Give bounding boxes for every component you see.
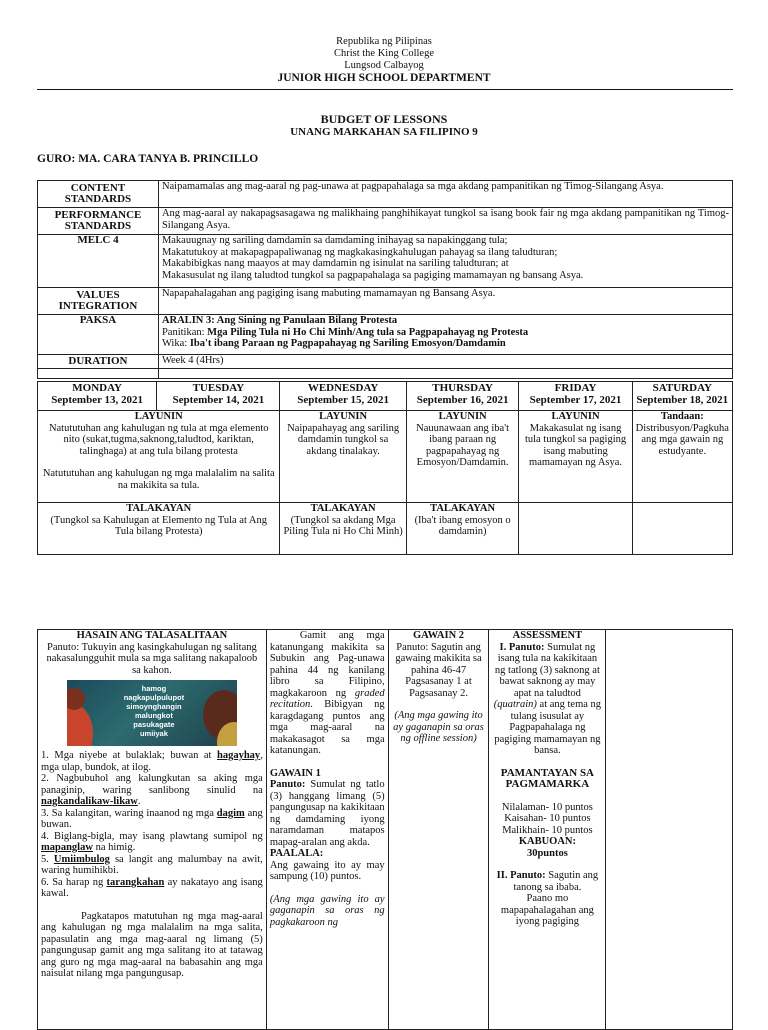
paksa-wika	[162, 338, 729, 350]
hasain-panuto: Panuto: Tukuyin ang kasingkahulugan ng salitang nakasalungguhit mula sa mga salitang nakapaloob sa kahon.	[46, 641, 258, 676]
criteria-item: Malikhain- 10 puntos	[502, 824, 593, 836]
talakayan-text: (Tungkol sa Kahulugan at Elemento ng Tula at Ang Tula bilang Protesta)	[50, 514, 268, 537]
melc-line: Makabibigkas nang maayos at may damdamin ng isinulat na sariling taludturan; at	[161, 258, 509, 269]
layunin-heading: LAYUNIN	[134, 411, 183, 422]
layunin-fri	[519, 411, 632, 503]
melc-line: Makasusulat ng ilang taludtod tungkol sa pagpapahalaga sa pagiging mamamayan ng bansang Asya.	[161, 269, 584, 281]
talakayan-heading: TALAKAYAN	[126, 503, 192, 514]
assessment-item-1: I. Panuto: Sumulat ng isang tula na kakikitaan ng tatlong (3) saknong at bawat saknong ay may apat na taludtod (quatrain) at ang tema ng tulang isusulat ay Pagpapahalaga ng pagiging mamamayan ng bansa.	[493, 641, 602, 756]
talakayan-heading: TALAKAYAN	[430, 503, 496, 514]
assessment-item-2: II. Panuto: Sagutin ang tanong sa ibaba.	[496, 870, 599, 893]
assessment-question: Paano mo mapapahalagahan ang iyong pagiging	[500, 893, 594, 927]
day-header-thursday: THURSDAY September 16, 2021	[406, 382, 519, 411]
paksa-panitikan	[162, 327, 729, 339]
doc-subtitle: UNANG MARKAHAN SA FILIPINO 9	[290, 126, 478, 138]
empty-cell	[519, 503, 632, 555]
paksa-panitikan-value: Mga Piling Tula ni Ho Chi Minh/Ang tula sa Pagpapahayag ng Protesta	[207, 326, 529, 338]
image-word: umiiyak	[139, 729, 168, 738]
talakayan-wed	[280, 503, 406, 555]
paksa-aralin: ARALIN 3: Ang Sining ng Panulaan Bilang Protesta	[161, 315, 398, 326]
image-word: pasukagate	[133, 720, 175, 729]
hasain-item: 6. Sa harap ng tarangkahan ay nakatayo ang isang kawal.	[41, 876, 263, 899]
layunin-mon-tue	[38, 411, 280, 503]
layunin-text: Natututuhan ang kahulugan ng tula at mga elemento nito (sukat,tugma,saknong,taludtod, kariktan, talinghaga) at ang tula bilang protesta	[48, 422, 269, 457]
empty-cell	[632, 503, 732, 555]
tandaan-heading: Tandaan:	[660, 411, 704, 422]
kabuoan-label: KABUOAN:	[518, 836, 576, 847]
spacer-cell	[158, 369, 732, 379]
talakayan-heading: TALAKAYAN	[310, 503, 376, 514]
duration-label: DURATION	[38, 355, 159, 369]
teacher-name: GURO: MA. CARA TANYA B. PRINCILLO	[37, 153, 259, 165]
gawain2-note: (Ang mga gawing ito ay gaganapin sa oras ng offline session)	[393, 710, 484, 744]
melc-line: Makauugnay ng sariling damdamin sa damdaming inihayag sa napakinggang tula;	[161, 235, 508, 246]
paksa-wika-value: Iba't ibang Paraan ng Pagpapahayag ng Sariling Emosyon/Damdamin	[189, 338, 506, 349]
recitation-text: Gamit ang mga katanungang makikita sa Subukin ang Pag-unawa pahina 44 ng kanilang libro sa Filipino, magkakaroon ng graded recitation. Bibigyan ng karagdagang puntos ang mga mag-aaral na makakasagot sa mga katanungan.	[269, 630, 385, 756]
layunin-text: Makakasulat ng isang tula tungkol sa pagiging isang mabuting mamamayan ng Asya.	[524, 422, 627, 468]
criteria-item: Nilalaman- 10 puntos	[501, 801, 593, 813]
gawain2-cell	[388, 630, 489, 1030]
header-school: Christ the King College	[333, 48, 435, 59]
melc-label: MELC 4	[38, 235, 159, 288]
hasain-item: 3. Sa kalangitan, waring inaanod ng mga dagim ang buwan.	[41, 807, 263, 830]
hasain-cell	[38, 630, 267, 1030]
talakayan-text: (Tungkol sa akdang Mga Piling Tula ni Ho Chi Minh)	[283, 514, 403, 537]
paksa-wika-label: Wika:	[161, 338, 190, 349]
hasain-item: 4. Biglang-bigla, may isang plawtang sumipol ng mapanglaw na himig.	[41, 830, 263, 853]
content-standards-label: CONTENT STANDARDS	[38, 181, 159, 208]
header-republika: Republika ng Pilipinas	[336, 36, 432, 47]
values-integration-label: VALUES INTEGRATION	[38, 288, 159, 315]
vocabulary-image	[67, 680, 237, 746]
recitation-cell	[266, 630, 388, 1030]
day-header-monday: MONDAY September 13, 2021	[38, 382, 157, 411]
weekly-schedule-table	[37, 381, 733, 555]
header-rule	[37, 89, 733, 90]
spacer-cell	[38, 369, 159, 379]
content-standards-value: Naipamamalas ang mag-aaral ng pag-unawa at pagpapahalaga sa mga akdang pampanitikan ng Timog-Silangang Asya.	[158, 181, 732, 208]
hasain-item: 2. Nagbubuhol ang kalungkutan sa aking mga panaginip, waring sanlibong sinulid na nagkandalikaw-likaw.	[41, 773, 263, 807]
header-department: JUNIOR HIGH SCHOOL DEPARTMENT	[277, 72, 491, 84]
performance-standards-label: PERFORMANCE STANDARDS	[38, 208, 159, 235]
gawain2-title: GAWAIN 2	[413, 630, 465, 641]
empty-cell	[606, 630, 733, 1030]
header-city: Lungsod Calbayog	[344, 60, 424, 71]
layunin-text: Natututuhan ang kahulugan ng mga malalalim na salita na makikita sa tula.	[42, 468, 275, 491]
hasain-title: HASAIN ANG TALASALITAAN	[76, 630, 228, 641]
paalala-text: Ang gawaing ito ay may sampung (10) puntos.	[269, 859, 385, 882]
layunin-thu	[406, 411, 519, 503]
duration-value: Week 4 (4Hrs)	[158, 355, 732, 369]
paksa-value	[158, 315, 732, 355]
melc-line: Makatutukoy at makapagpapaliwanag ng magkakasingkahulugan pahayag sa ilang taludturan;	[161, 246, 558, 258]
hasain-closing: Pagkatapos matutuhan ng mga mag-aaral ang kahulugan ng mga malalalim na mga salita, papasulatin ang mga mag-aaral ng limang (5) pangungusap gamit ang mga salitang ito at tatawag ang guro ng mga mag-aaral na babasahin ang mga naisulat nilang mga pangungusap.	[41, 910, 263, 979]
talakayan-thu	[406, 503, 519, 555]
paksa-label: PAKSA	[38, 315, 159, 355]
day-header-wednesday: WEDNESDAY September 15, 2021	[280, 382, 406, 411]
assessment-title: ASSESSMENT	[512, 630, 583, 641]
assessment-cell	[489, 630, 606, 1030]
doc-title: BUDGET OF LESSONS	[320, 112, 448, 126]
image-word: malungkot	[134, 711, 173, 720]
melc-value	[158, 235, 732, 288]
day-header-friday: FRIDAY September 17, 2021	[519, 382, 632, 411]
talakayan-text: (Iba't ibang emosyon o damdamin)	[414, 514, 511, 537]
layunin-text: Nauunawaan ang iba't ibang paraan ng pagpapahayag ng Emosyon/Damdamin.	[416, 422, 510, 468]
values-integration-value: Napapahalagahan ang pagiging isang mabuting mamamayan ng Bansang Asya.	[158, 288, 732, 315]
gawain1-note: (Ang mga gawing ito ay gaganapin sa oras ng pagkakaroon ng	[269, 893, 385, 928]
paalala-title: PAALALA:	[269, 848, 324, 859]
image-word: simoynghangin	[126, 702, 182, 711]
standards-table	[37, 180, 733, 379]
hasain-item: 1. Mga niyebe at bulaklak; buwan at hagayhay, mga ulap, bundok, at ilog.	[41, 750, 263, 773]
layunin-heading: LAYUNIN	[438, 411, 487, 422]
image-word: hamog	[141, 684, 167, 693]
layunin-text: Naipapahayag ang sariling damdamin tungkol sa akdang tinalakay.	[287, 422, 400, 457]
kabuoan-value: 30puntos	[526, 847, 568, 859]
performance-standards-value: Ang mag-aaral ay nakapagsasagawa ng malikhaing panghihikayat tungkol sa isang book fair ng mga akdang pampanitikan ng Timog-Silangang Asya.	[158, 208, 732, 235]
gawain1-panuto: Panuto: Sumulat ng tatlo (3) hanggang limang (5) pangungusap na kakikitaan ng damdaming iyong naramdaman matapos mapag-aralan ang akda.	[269, 779, 385, 848]
image-word: nagkapulpulupot	[123, 693, 185, 702]
day-header-saturday: SATURDAY September 18, 2021	[632, 382, 732, 411]
gawain2-panuto: Panuto: Sagutin ang gawaing makikita sa pahina 46-47 Pagsasanay 1 at Pagsasanay 2.	[395, 641, 482, 699]
activities-table	[37, 629, 733, 1030]
pamantayan-title: PAMANTAYAN SA PAGMAMARKA	[500, 766, 595, 790]
image-word-list	[89, 684, 219, 738]
hasain-item: 5. Umiimbulog sa langit ang malumbay na awit, waring humihikbi.	[41, 853, 263, 876]
talakayan-mon-tue	[38, 503, 280, 555]
layunin-wed	[280, 411, 406, 503]
layunin-heading: LAYUNIN	[319, 411, 368, 422]
tandaan-text: Distribusyon/Pagkuha ang mga gawain ng estudyante.	[635, 422, 729, 457]
gawain1-title: GAWAIN 1	[269, 767, 321, 779]
tandaan-sat	[632, 411, 732, 503]
day-header-tuesday: TUESDAY September 14, 2021	[157, 382, 280, 411]
paksa-panitikan-label: Panitikan:	[161, 326, 208, 338]
criteria-item: Kaisahan- 10 puntos	[504, 813, 591, 824]
layunin-heading: LAYUNIN	[551, 411, 600, 422]
